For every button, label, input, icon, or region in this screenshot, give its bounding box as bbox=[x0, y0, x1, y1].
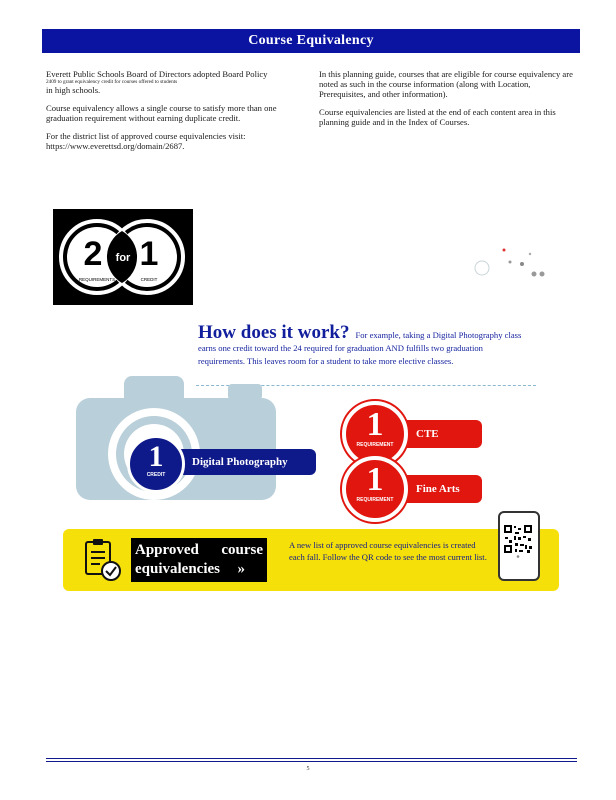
page-title-bar bbox=[42, 29, 580, 53]
credit-label: CREDIT bbox=[146, 472, 166, 478]
district-list-link-text[interactable]: For the district list of approved course equivalencies visit: https://www.everettsd.org/domain/2687. bbox=[46, 131, 246, 151]
how-it-works-text: For example, taking a Digital Photography class earns one credit toward the 24 required for graduation AND fulfills two graduation requirements. This leaves room for a student to take more elective classes. bbox=[198, 330, 522, 366]
two-for-one-logo bbox=[53, 209, 193, 305]
equivalencies-word: equivalencies bbox=[135, 561, 220, 577]
listing-location-note: Course equivalencies are listed at the end of each content area in this planning guide and in the Index of Courses. bbox=[319, 107, 556, 127]
requirement-name-cte: CTE bbox=[416, 428, 439, 440]
intro-left-column bbox=[46, 69, 308, 159]
course-word: course bbox=[221, 542, 263, 558]
logo-two: 2 bbox=[83, 235, 103, 273]
policy-line: Everett Public Schools Board of Directors adopted Board Policy bbox=[46, 69, 268, 79]
intro-right-column bbox=[319, 69, 579, 135]
requirement-badge-fine-arts bbox=[342, 456, 408, 522]
equivalency-definition: Course equivalency allows a single course to satisfy more than one graduation requirement without earning duplicate credit. bbox=[46, 103, 277, 123]
planning-guide-note: In this planning guide, courses that are eligible for course equivalency are noted as such in the course information (along with Location, Prerequisites, and other information). bbox=[319, 69, 573, 99]
how-it-works-heading: How does it work? bbox=[198, 322, 350, 343]
requirement-number-cte: 1 bbox=[366, 406, 384, 443]
logo-one: 1 bbox=[139, 235, 159, 273]
approved-equivalencies-heading bbox=[131, 538, 267, 582]
footer-rule-thin bbox=[46, 761, 577, 762]
policy-fine-print: 2409 to grant equivalency credit for courses offered to students bbox=[46, 79, 178, 85]
policy-line-end: in high schools. bbox=[46, 85, 101, 95]
credit-badge bbox=[127, 435, 185, 493]
decorative-dots bbox=[468, 244, 550, 280]
qr-instructions: A new list of approved course equivalencies is created each fall. Follow the QR code to see the most current list. bbox=[289, 540, 487, 562]
how-it-works-block bbox=[198, 322, 528, 368]
requirement-name-fine-arts: Fine Arts bbox=[416, 483, 460, 495]
qr-code[interactable] bbox=[503, 524, 533, 558]
logo-for: for bbox=[115, 252, 131, 264]
requirement-label-fine-arts: REQUIREMENT bbox=[356, 497, 394, 503]
footer-rule bbox=[46, 758, 577, 759]
course-name-bar bbox=[174, 449, 316, 475]
course-name: Digital Photography bbox=[192, 456, 288, 468]
approved-word: Approved bbox=[135, 542, 199, 558]
chevron-right-icon: » bbox=[237, 561, 245, 577]
two-for-one-graphic bbox=[53, 209, 193, 305]
page-number: 5 bbox=[306, 766, 310, 772]
logo-requirements-label: REQUIREMENTS bbox=[78, 277, 116, 282]
credit-number: 1 bbox=[148, 440, 164, 473]
requirement-label-cte: REQUIREMENT bbox=[356, 442, 394, 448]
requirement-number-fine-arts: 1 bbox=[366, 461, 384, 498]
document-check-icon bbox=[80, 536, 124, 584]
page-title: Course Equivalency bbox=[248, 33, 374, 48]
logo-credit-label: CREDIT bbox=[140, 277, 158, 282]
